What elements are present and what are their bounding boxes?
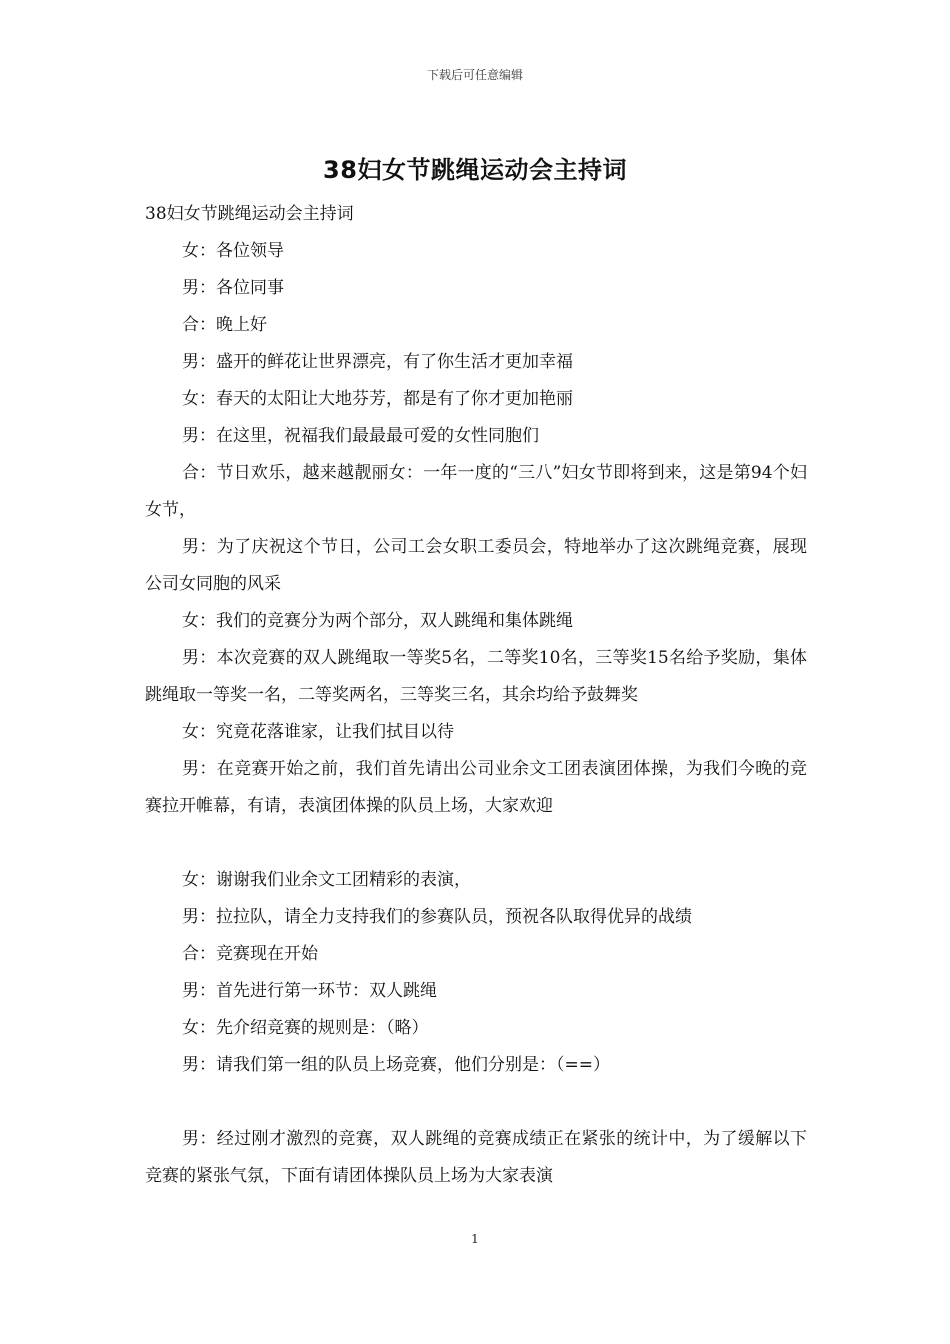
blank-line [145,1084,807,1121]
paragraph: 男：经过刚才激烈的竞赛，双人跳绳的竞赛成绩正在紧张的统计中，为了缓解以下竞赛的紧张气氛，下面有请团体操队员上场为大家表演 [145,1129,807,1186]
paragraph: 合：节日欢乐，越来越靓丽女：一年一度的“三八”妇女节即将到来，这是第94个妇女节， [145,463,807,520]
paragraph: 女：我们的竞赛分为两个部分，双人跳绳和集体跳绳 [182,611,573,631]
header-note: 下载后可任意编辑 [426,68,523,82]
paragraph: 男：盛开的鲜花让世界漂亮，有了你生活才更加幸福 [182,352,573,372]
paragraph: 男：各位同事 [182,278,284,298]
paragraph: 女：究竟花落谁家，让我们拭目以待 [182,722,454,742]
document-title: 38妇女节跳绳运动会主持词 [323,156,627,184]
paragraph: 男：为了庆祝这个节日，公司工会女职工委员会，特地举办了这次跳绳竞赛，展现公司女同胞的风采 [145,537,807,594]
blank-line [145,825,807,862]
paragraph: 合：晚上好 [182,315,267,335]
paragraph: 男：请我们第一组的队员上场竞赛，他们分别是：（==） [182,1055,610,1075]
paragraph: 男：在竞赛开始之前，我们首先请出公司业余文工团表演团体操，为我们今晚的竞赛拉开帷幕，有请，表演团体操的队员上场，大家欢迎 [145,759,807,816]
paragraph: 女：各位领导 [182,241,284,261]
paragraph: 男：本次竞赛的双人跳绳取一等奖5名，二等奖10名，三等奖15名给予奖励，集体跳绳取一等奖一名，二等奖两名，三等奖三名，其余均给予鼓舞奖 [145,648,807,705]
paragraph: 女：先介绍竞赛的规则是：（略） [182,1018,429,1038]
subtitle-line: 38妇女节跳绳运动会主持词 [145,204,354,224]
page-number: 1 [471,1232,479,1246]
paragraph: 男：在这里，祝福我们最最最可爱的女性同胞们 [182,426,539,446]
paragraph: 合：竞赛现在开始 [182,944,318,964]
paragraph: 女：春天的太阳让大地芬芳，都是有了你才更加艳丽 [182,389,573,409]
paragraph: 女：谢谢我们业余文工团精彩的表演， [182,870,471,890]
paragraph: 男：拉拉队，请全力支持我们的参赛队员，预祝各队取得优异的战绩 [182,907,692,927]
document-body [145,196,807,1195]
paragraph: 男：首先进行第一环节：双人跳绳 [182,981,437,1001]
